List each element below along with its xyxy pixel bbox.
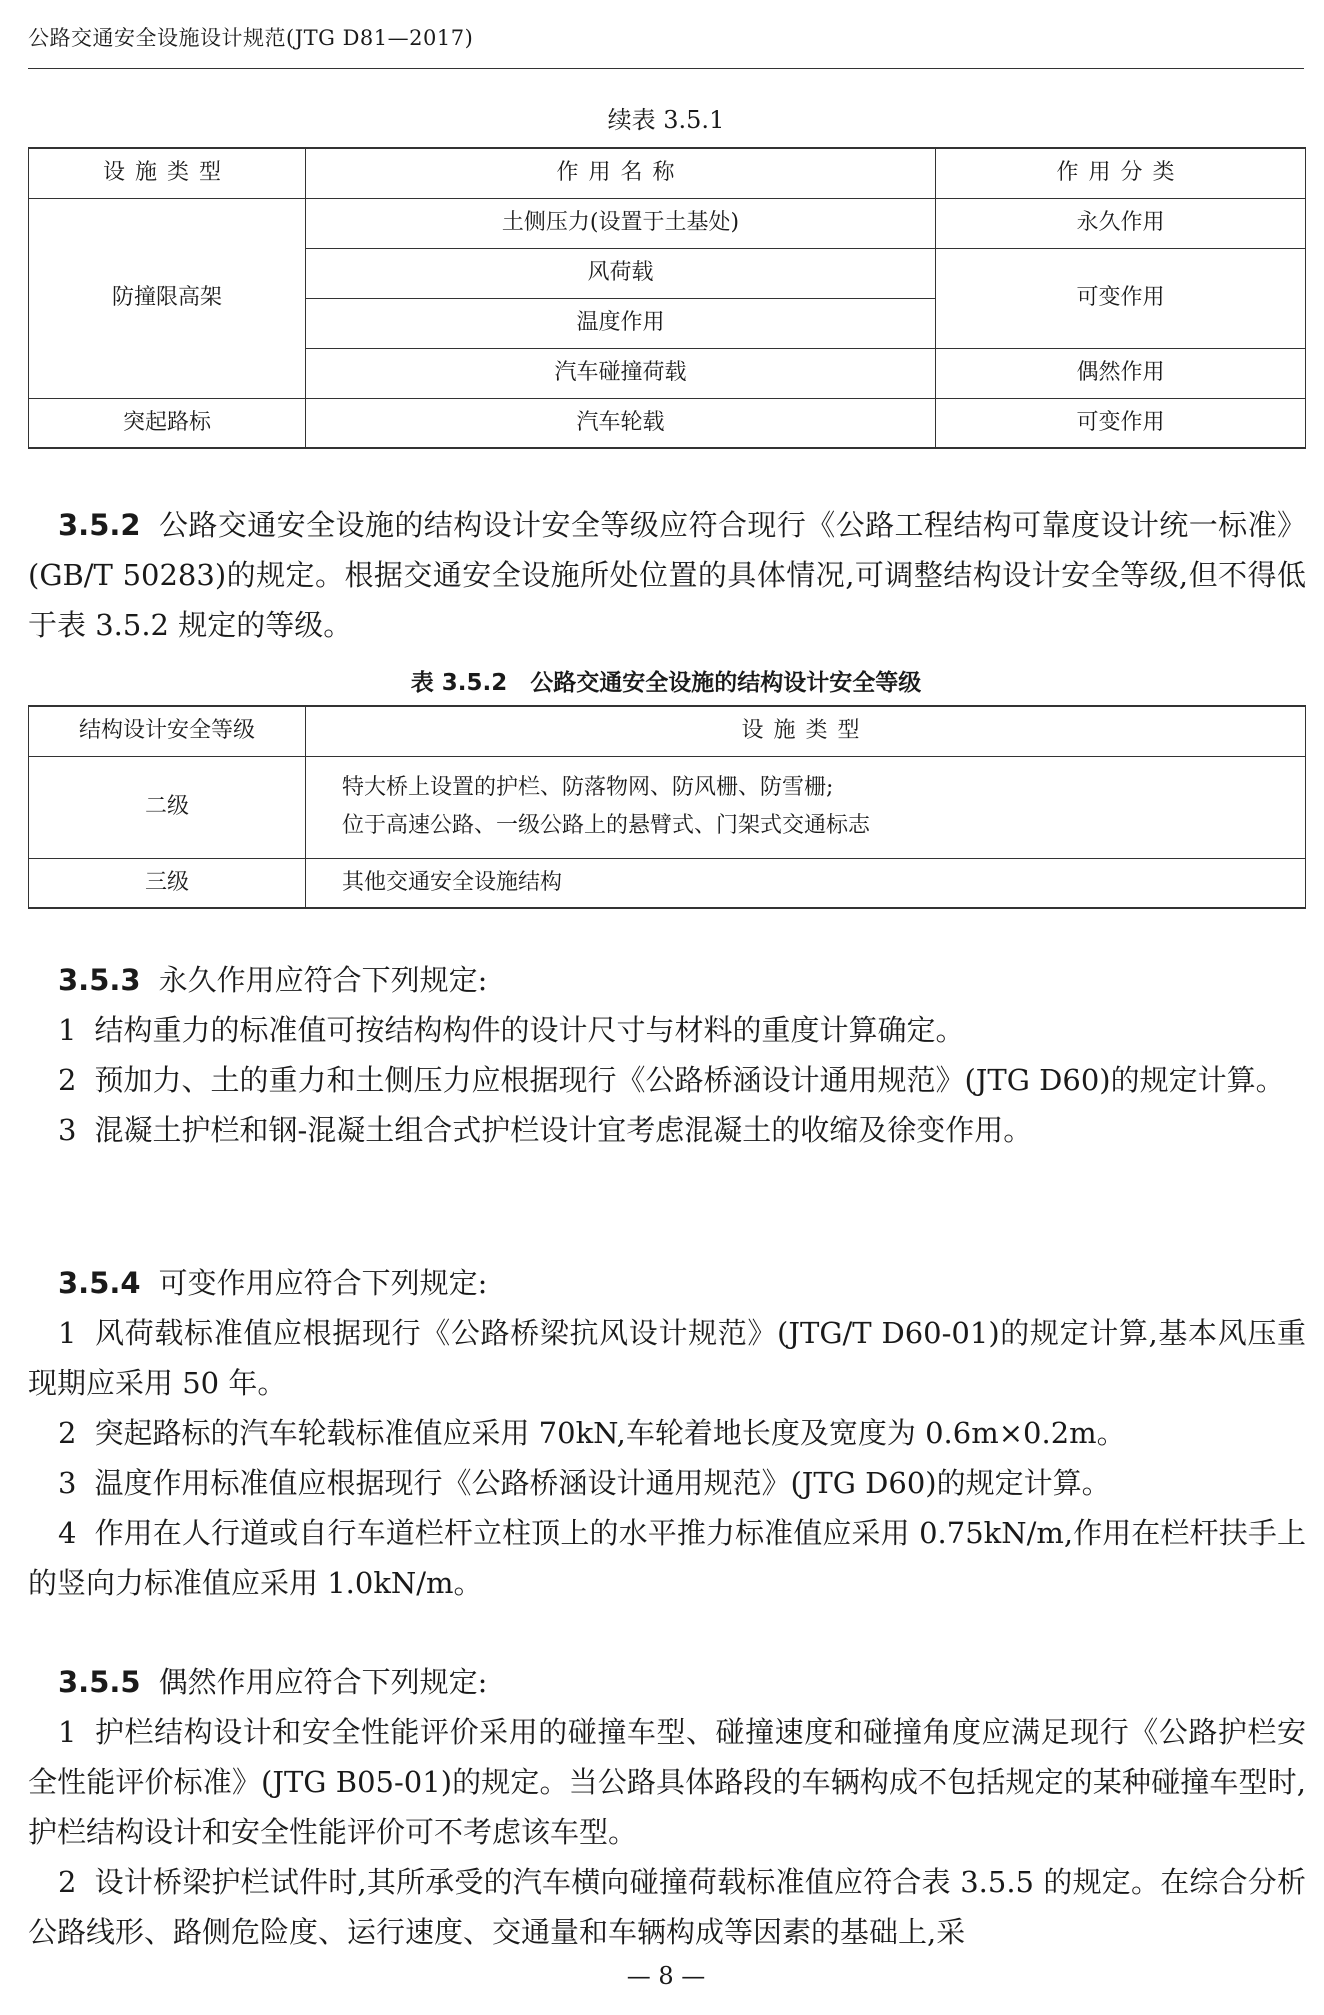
header-rule — [28, 68, 1304, 69]
item-number: 2 — [58, 1063, 77, 1097]
section-3-5-4 — [28, 1258, 1306, 1608]
item-text: 温度作用标准值应根据现行《公路桥涵设计通用规范》(JTG D60)的规定计算。 — [94, 1466, 1111, 1500]
item-text: 突起路标的汽车轮载标准值应采用 70kN,车轮着地长度及宽度为 0.6m×0.2m。 — [94, 1416, 1126, 1450]
table1-category-cell: 偶然作用 — [936, 348, 1306, 398]
list-item — [28, 1105, 1306, 1155]
running-header: 公路交通安全设施设计规范(JTG D81—2017) — [28, 26, 474, 50]
list-item — [28, 1857, 1306, 1957]
item-number: 2 — [58, 1416, 77, 1450]
table2-level-cell: 三级 — [29, 858, 306, 908]
list-item — [28, 1408, 1306, 1458]
table2-type-line: 特大桥上设置的护栏、防落物网、防风栅、防雪栅; — [342, 775, 834, 800]
table1-name-cell: 土侧压力(设置于土基处) — [306, 198, 936, 248]
list-item — [28, 1508, 1306, 1608]
list-item — [28, 1458, 1306, 1508]
table2-level-cell: 二级 — [29, 756, 306, 858]
item-number: 3 — [58, 1113, 77, 1147]
table2-caption: 表 3.5.2 公路交通安全设施的结构设计安全等级 — [410, 670, 922, 696]
table2-type-cell: 其他交通安全设施结构 — [306, 858, 1306, 908]
table-row — [29, 858, 1306, 908]
table-3-5-2 — [28, 705, 1306, 909]
item-number: 4 — [58, 1516, 77, 1550]
clause-heading — [28, 1258, 1306, 1308]
clause-title: 偶然作用应符合下列规定: — [158, 1665, 488, 1699]
clause-number: 3.5.2 — [58, 508, 141, 542]
clause-heading — [28, 1657, 1306, 1707]
item-number: 1 — [58, 1316, 77, 1350]
item-text: 结构重力的标准值可按结构构件的设计尺寸与材料的重度计算确定。 — [94, 1013, 965, 1047]
clause-number: 3.5.3 — [58, 963, 141, 997]
item-text: 风荷载标准值应根据现行《公路桥梁抗风设计规范》(JTG/T D60-01)的规定计算,基本风压重现期应采用 50 年。 — [28, 1316, 1306, 1400]
table1-header-name: 作用名称 — [306, 148, 936, 198]
table1-header-type: 设施类型 — [29, 148, 306, 198]
table1-name-cell: 汽车轮载 — [306, 398, 936, 448]
clause-heading — [28, 955, 1306, 1005]
table2-type-line: 位于高速公路、一级公路上的悬臂式、门架式交通标志 — [342, 813, 871, 838]
item-text: 混凝土护栏和钢-混凝土组合式护栏设计宜考虑混凝土的收缩及徐变作用。 — [94, 1113, 1033, 1147]
table1-type-cell: 防撞限高架 — [29, 198, 306, 398]
table-row — [29, 198, 1306, 248]
table-row — [29, 398, 1306, 448]
table2-header-level: 结构设计安全等级 — [29, 706, 306, 756]
item-text: 作用在人行道或自行车道栏杆立柱顶上的水平推力标准值应采用 0.75kN/m,作用在栏杆扶手上的竖向力标准值应采用 1.0kN/m。 — [28, 1516, 1306, 1600]
item-text: 护栏结构设计和安全性能评价采用的碰撞车型、碰撞速度和碰撞角度应满足现行《公路护栏安全性能评价标准》(JTG B05-01)的规定。当公路具体路段的车辆构成不包括规定的某种碰撞车型时,护栏结构设计和安全性能评价可不考虑该车型。 — [28, 1715, 1306, 1849]
table1-type-cell: 突起路标 — [29, 398, 306, 448]
item-number: 3 — [58, 1466, 77, 1500]
list-item — [28, 1308, 1306, 1408]
section-3-5-5 — [28, 1657, 1306, 1957]
clause-number: 3.5.4 — [58, 1266, 141, 1300]
section-3-5-3 — [28, 955, 1306, 1155]
table1-caption: 续表 3.5.1 — [607, 106, 725, 134]
item-text: 设计桥梁护栏试件时,其所承受的汽车横向碰撞荷载标准值应符合表 3.5.5 的规定。在综合分析公路线形、路侧危险度、运行速度、交通量和车辆构成等因素的基础上,采 — [28, 1865, 1306, 1949]
list-item — [28, 1707, 1306, 1857]
table-row — [29, 756, 1306, 858]
clause-number: 3.5.5 — [58, 1665, 141, 1699]
table1-name-cell: 风荷载 — [306, 248, 936, 298]
list-item — [28, 1055, 1306, 1105]
paragraph — [28, 500, 1306, 650]
clause-title: 可变作用应符合下列规定: — [158, 1266, 488, 1300]
table-3-5-1 — [28, 147, 1306, 449]
item-text: 预加力、土的重力和土侧压力应根据现行《公路桥涵设计通用规范》(JTG D60)的规定计算。 — [94, 1063, 1285, 1097]
item-number: 2 — [58, 1865, 77, 1899]
clause-text: 公路交通安全设施的结构设计安全等级应符合现行《公路工程结构可靠度设计统一标准》(GB/T 50283)的规定。根据交通安全设施所处位置的具体情况,可调整结构设计安全等级,但不得低于表 3.5.2 规定的等级。 — [28, 508, 1306, 642]
table1-category-cell: 永久作用 — [936, 198, 1306, 248]
table1-category-cell: 可变作用 — [936, 398, 1306, 448]
table1-name-cell: 汽车碰撞荷载 — [306, 348, 936, 398]
table1-category-cell: 可变作用 — [936, 248, 1306, 348]
table1-name-cell: 温度作用 — [306, 298, 936, 348]
section-3-5-2 — [28, 500, 1306, 650]
table2-header-type: 设施类型 — [306, 706, 1306, 756]
table2-type-cell — [306, 756, 1306, 858]
item-number: 1 — [58, 1715, 77, 1749]
item-number: 1 — [58, 1013, 77, 1047]
page-number: — 8 — — [626, 1962, 706, 1990]
clause-title: 永久作用应符合下列规定: — [158, 963, 488, 997]
table1-header-category: 作用分类 — [936, 148, 1306, 198]
list-item — [28, 1005, 1306, 1055]
